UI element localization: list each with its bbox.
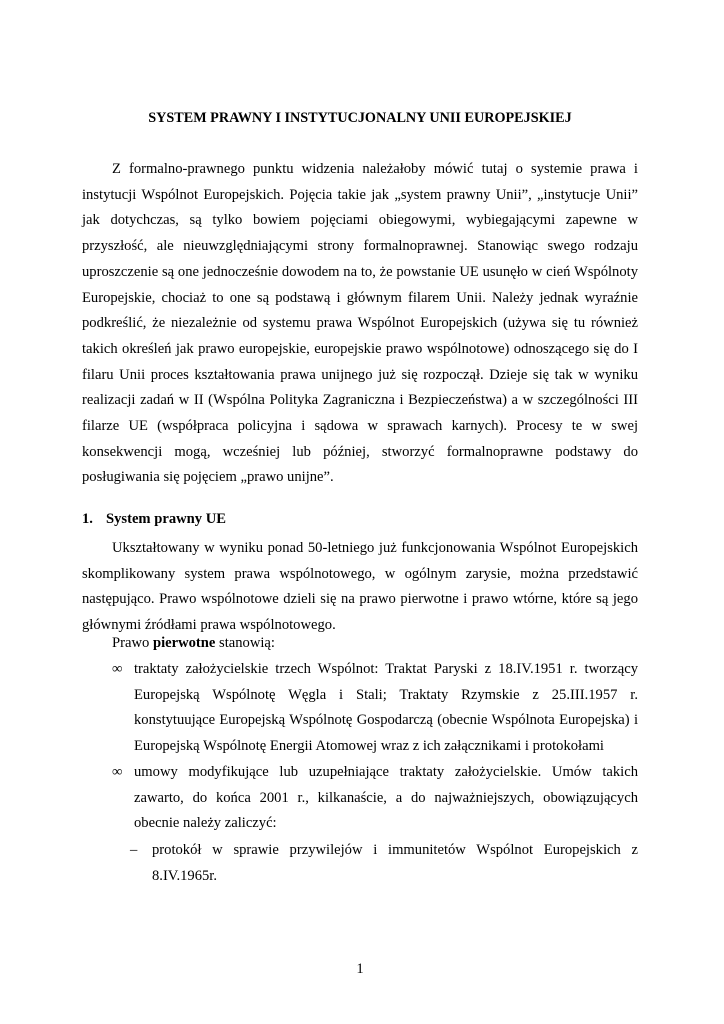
document-title: SYSTEM PRAWNY I INSTYTUCJONALNY UNII EUROPEJSKIEJ [148,110,572,126]
sub-list-item [130,838,638,889]
list-item [112,760,638,837]
section-paragraph: Ukształtowany w wyniku ponad 50-letniego już funkcjonowania Wspólnot Europejskich skomplikowany system prawa wspólnotowego, w ogólnym zarysie, można przedstawić następująco. Prawo wspólnotowe dzieli się na prawo pierwotne i prawo wtórne, które są jego głównymi źródłami prawa wspólnotowego. [82,540,638,634]
intro-paragraph: Z formalno-prawnego punktu widzenia należałoby mówić tutaj o systemie prawa i instytucji Wspólnot Europejskich. Pojęcia takie jak „system prawny Unii”, „instytucje Unii” jak dotychczas, są tylko bowiem pojęciami obiegowymi, wybiegającymi zapewne w przyszłość, ale nieuwzględniającymi strony formalnoprawnej. Stanowiąc swego rodzaju uproszczenie są one jednocześnie dowodem na to, że powstanie UE usunęło w cień Wspólnoty Europejskie, chociaż to one są podstawą i głównym filarem Unii. Należy jednak wyraźnie podkreślić, że niezależnie od systemu prawa Wspólnot Europejskich (używa się tu również takich określeń jak prawo europejskie, europejskie prawo wspólnotowe) odnoszącego się do I filaru Unii proces kształtowania prawa unijnego już się rozpoczął. Dzieje się tak w wyniku realizacji zadań w II (Wspólna Polityka Zagraniczna i Bezpieczeństwa) a w szczególności III filarze UE (współpraca policyjna i sądowa w sprawach karnych). Procesy te w swej konsekwencji mogą, wcześniej lub później, stworzyć formalnoprawne podstawy do posługiwania się pojęciem „prawo unijne”. [82,161,638,486]
section-number: 1. [82,511,93,527]
page-number: 1 [356,961,364,977]
section-heading [82,511,226,528]
list-item [112,657,638,760]
lead-suffix: stanowią: [215,635,275,651]
lead-prefix: Prawo [112,635,153,651]
lead-bold-term: pierwotne [152,635,216,651]
dash-symbol: – [130,842,138,858]
list-item-text: traktaty założycielskie trzech Wspólnot: Traktat Paryski z 18.IV.1951 r. tworzący Europejską Wspólnotę Węgla i Stali; Traktaty Rzymskie z 25.III.1957 r. konstytuujące Europejską Wspólnotę Gospodarczą (obecnie Wspólnota Europejska) i Europejską Wspólnotę Energii Atomowej wraz z ich załącznikami i protokołami [134,661,638,755]
bullet-symbol: ∞ [112,661,123,677]
sub-list-item-text: protokół w sprawie przywilejów i immunitetów Wspólnot Europejskich z 8.IV.1965r. [152,842,638,884]
section-title: System prawny UE [106,511,226,527]
bullet-symbol: ∞ [112,764,123,780]
list-item-text: umowy modyfikujące lub uzupełniające traktaty założycielskie. Umów takich zawarto, do końca 2001 r., kilkanaście, a do najważniejszych, obowiązujących obecnie należy zaliczyć: [134,764,638,832]
primary-law-lead [112,631,275,657]
